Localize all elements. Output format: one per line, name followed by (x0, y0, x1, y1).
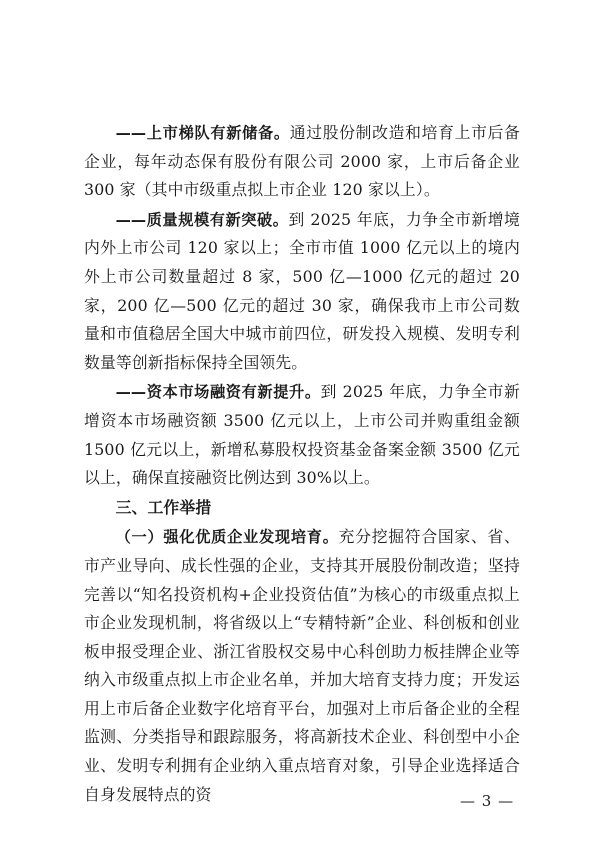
paragraph-enterprise-cultivation (84, 523, 520, 809)
paragraph-lead: ——质量规模有新突破。 (115, 210, 289, 229)
paragraph-text: 充分挖掘符合国家、省、市产业导向、成长性强的企业，支持其开展股份制改造；坚持完善以“知名投资机构+企业投资估值”为核心的市级重点拟上市企业发现机制，将省级以上“专精特新”企业、科创板和创业板申报受理企业、浙江省股权交易中心科创助力板挂牌企业等纳入市级重点拟上市企业名单，并加大培育支持力度；开发运用上市后备企业数字化培育平台，加强对上市后备企业的全程监测、分类指导和跟踪服务，将高新技术企业、科创型中小企业、发明专利拥有企业纳入重点培育对象，引导企业选择适合自身发展特点的资 (84, 527, 520, 804)
paragraph-quality-scale (84, 206, 520, 378)
paragraph-lead: ——资本市场融资有新提升。 (115, 383, 321, 402)
paragraph-listing-reserve (84, 119, 520, 205)
paragraph-lead: ——上市梯队有新储备。 (115, 124, 290, 142)
section-heading: 三、工作举措 (115, 497, 212, 517)
page-number: — 3 — (460, 792, 515, 810)
paragraph-lead: （一）强化优质企业发现培育。 (115, 528, 339, 547)
page-body (84, 119, 520, 809)
paragraph-capital-financing (84, 378, 520, 492)
paragraph-text: 通过股份制改造和培育上市后备企业，每年动态保有股份有限公司 2000 家，上市后备企业 300 家（其中市级重点拟上市企业 120 家以上）。 (84, 123, 520, 200)
paragraph-text: 到 2025 年底，力争全市新增境内外上市公司 120 家以上；全市市值 1000 亿元以上的境内外上市公司数量超过 8 家，500 亿—1000 亿元的超过 20 家，200 亿—500 亿元的超过 30 家，确保我市上市公司数量和市值稳居全国大中城市前四位，研发投入规模、发明专利数量等创新指标保持全国领先。 (84, 209, 521, 372)
paragraph-text: 到 2025 年底，力争全市新增资本市场融资额 3500 亿元以上，上市公司并购重组金额 1500 亿元以上，新增私募股权投资基金备案金额 3500 亿元以上，确保直接融资比例达到 30%以上。 (84, 382, 520, 488)
